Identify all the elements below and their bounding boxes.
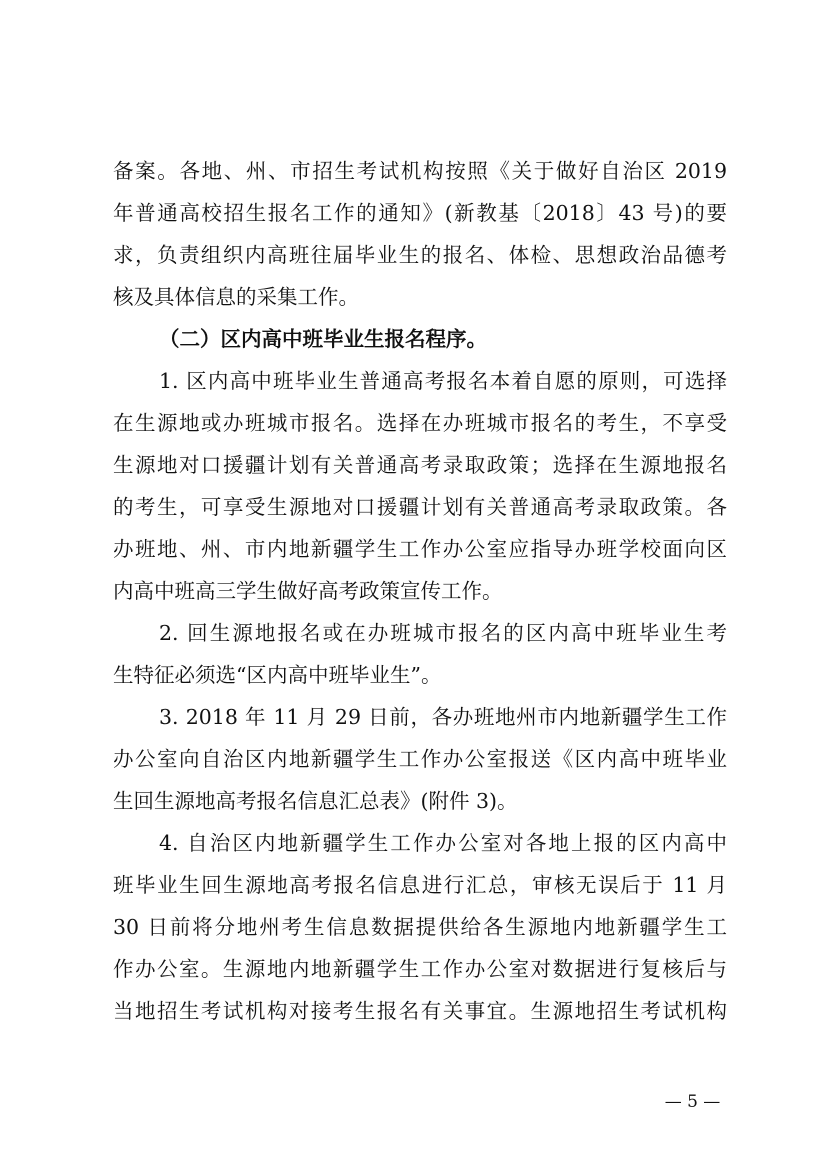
paragraph-line: 作办公室。生源地内地新疆学生工作办公室对数据进行复核后与 [113, 957, 727, 981]
paragraph-line: 求，负责组织内高班往届毕业生的报名、体检、思想政治品德考 [113, 243, 727, 267]
paragraph-line: 生源地对口援疆计划有关普通高考录取政策；选择在生源地报名 [113, 453, 727, 477]
paragraph-line: 的考生，可享受生源地对口援疆计划有关普通高考录取政策。各 [113, 495, 727, 519]
paragraph-line: 内高中班高三学生做好高考政策宣传工作。 [113, 579, 503, 603]
section-heading: （二）区内高中班毕业生报名程序。 [159, 327, 487, 351]
paragraph-line: 核及具体信息的采集工作。 [113, 285, 359, 309]
paragraph-line: 1. 区内高中班毕业生普通高考报名本着自愿的原则，可选择 [159, 369, 727, 393]
paragraph-line: 2. 回生源地报名或在办班城市报名的区内高中班毕业生考 [159, 621, 727, 645]
paragraph-line: 在生源地或办班城市报名。选择在办班城市报名的考生，不享受 [113, 411, 727, 435]
paragraph-line: 3. 2018 年 11 月 29 日前，各办班地州市内地新疆学生工作 [159, 705, 727, 729]
paragraph-line: 办公室向自治区内地新疆学生工作办公室报送《区内高中班毕业 [113, 747, 727, 771]
page-number: — 5 — [664, 1092, 721, 1112]
paragraph-line: 生特征必须选“区内高中班毕业生”。 [113, 663, 442, 687]
paragraph-line: 当地招生考试机构对接考生报名有关事宜。生源地招生考试机构 [113, 999, 727, 1023]
paragraph-line: 30 日前将分地州考生信息数据提供给各生源地内地新疆学生工 [113, 915, 727, 939]
paragraph-line: 备案。各地、州、市招生考试机构按照《关于做好自治区 2019 [113, 159, 727, 183]
paragraph-line: 办班地、州、市内地新疆学生工作办公室应指导办班学校面向区 [113, 537, 727, 561]
paragraph-line: 生回生源地高考报名信息汇总表》(附件 3)。 [113, 789, 518, 813]
paragraph-line: 年普通高校招生报名工作的通知》(新教基〔2018〕43 号)的要 [113, 201, 727, 225]
paragraph-line: 班毕业生回生源地高考报名信息进行汇总，审核无误后于 11 月 [113, 873, 727, 897]
paragraph-line: 4. 自治区内地新疆学生工作办公室对各地上报的区内高中 [159, 831, 727, 855]
